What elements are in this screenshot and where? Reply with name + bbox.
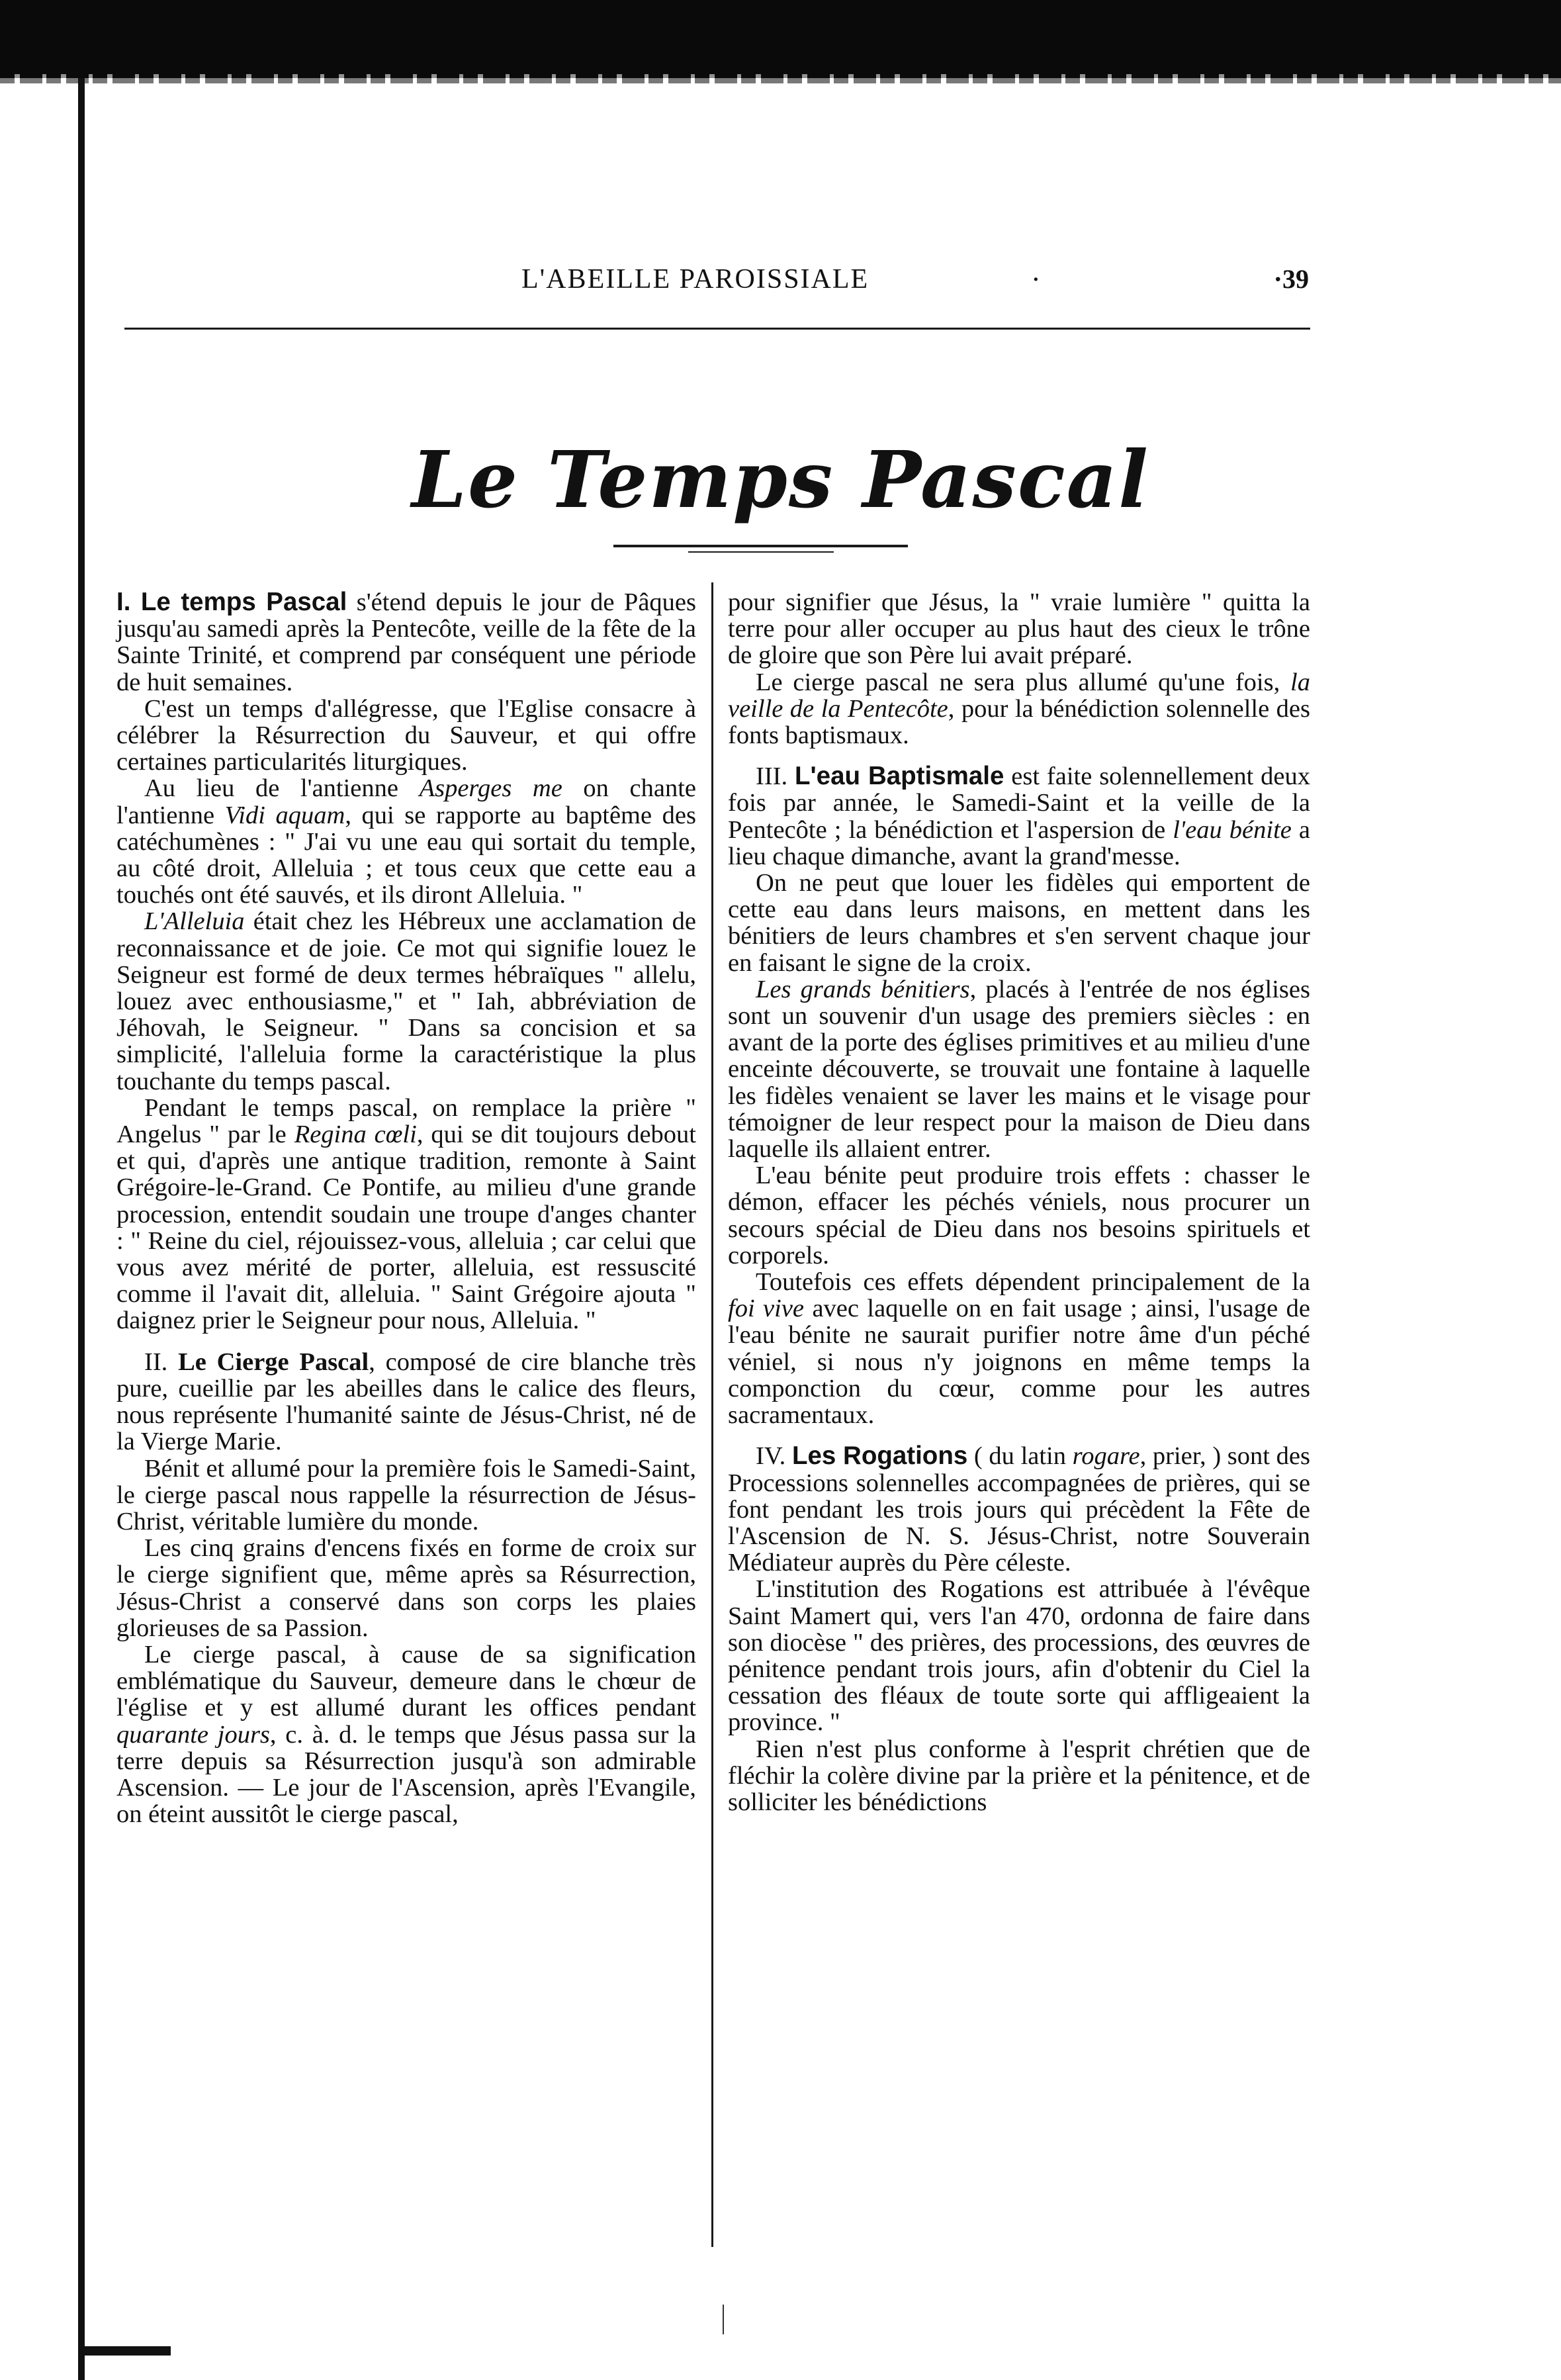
scan-border-edge: [0, 74, 1561, 83]
paragraph-alleluia: [116, 908, 696, 1094]
running-head: [85, 263, 1309, 303]
section-number: II.: [144, 1348, 179, 1376]
journal-title: L'ABEILLE PAROISSIALE: [521, 264, 870, 295]
paragraph: Rien n'est plus conforme à l'esprit chrétien que de fléchir la colère divine par la prière et la pénitence, et de solliciter les bénédictions: [728, 1735, 1310, 1816]
text: , placés à l'entrée de nos églises sont un souvenir d'un usage des premiers siècles : en avant de la porte des églises primitives et au milieu d'une enceinte découverte, se trouvait une fontaine à laquelle les fidèles venaient se laver les mains et le visage pour témoigner de leur respect pour la maison de Dieu dans laquelle ils allaient entrer.: [728, 975, 1310, 1164]
text: , prier, ) sont des Processions solennelles accompagnées de prières, qui se font pendant les trois jours qui précèdent la Fête de l'Ascension de N. S. Jésus-Christ, notre Souverain Médiateur auprès du Père céleste.: [728, 1442, 1310, 1577]
paragraph-temps-pascal: [116, 589, 696, 696]
paragraph: On ne peut que louer les fidèles qui emportent de cette eau dans leurs maisons, en mettent dans les bénitiers de leurs chambres et s'en servent chaque jour en faisant le signe de la croix.: [728, 869, 1310, 977]
section-heading-1: I. Le temps Pascal: [116, 588, 347, 616]
text: , c. à. d. le temps que Jésus passa sur la terre depuis sa Résurrection jusqu'à son admirable Ascension. — Le jour de l'Ascension, après l'Evangile, on éteint aussitôt le cierge pascal,: [116, 1720, 697, 1829]
paragraph-antienne: [116, 775, 696, 908]
column-divider: [711, 582, 713, 2247]
italic-term: Les grands bénitiers: [756, 975, 970, 1003]
paragraph-continued: pour signifier que Jésus, la " vraie lumière " quitta la terre pour aller occuper au plus haut des cieux le trône de gloire que son Père lui avait préparé.: [728, 588, 1310, 670]
section-heading-4: Les Rogations: [791, 1442, 968, 1471]
paragraph: C'est un temps d'allégresse, que l'Eglise consacre à célébrer la Résurrection du Sauveur, et qui offre certaines particularités liturgiques.: [116, 694, 696, 776]
title-underline-short: [688, 551, 834, 553]
paragraph-regina: [116, 1095, 696, 1334]
text: est faite solennellement deux fois par année, le Samedi-Saint et la veille de la Pentecôte ; la bénédiction et l'aspersion de: [728, 762, 1310, 844]
paragraph-benitiers: [728, 976, 1310, 1162]
italic-term: foi vive: [728, 1295, 805, 1323]
text: Le cierge pascal ne sera plus allumé qu'une fois,: [756, 668, 1291, 696]
paragraph: Bénit et allumé pour la première fois le Samedi-Saint, le cierge pascal nous rappelle la résurrection de Jésus-Christ, véritable lumière du monde.: [116, 1454, 696, 1535]
text: Au lieu de l'antienne: [144, 774, 420, 803]
left-column: [116, 589, 696, 1827]
section-heading-2: Le Cierge Pascal: [178, 1348, 369, 1376]
italic-term: l'eau bénite: [1173, 815, 1292, 844]
text: , qui se dit toujours debout et qui, d'après une antique tradition, remonte à Saint Grégoire-le-Grand. Ce Pontife, au milieu d'une grande procession, entendit soudain une troupe d'anges chanter : " Reine du ciel, réjouissez-vous, alleluia ; car celui que vous avez mérité de porter, alleluia, est ressuscité comme il l'avait dit, alleluia. " Saint Grégoire ajouta " daignez prier le Seigneur pour nous, Alleluia. ": [116, 1121, 696, 1335]
text: Pendant le temps pascal, on remplace la prière " Angelus " par le: [116, 1093, 696, 1149]
text: , composé de cire blanche très pure, cueillie par les abeilles dans le calice des fleurs, nous représente l'humanité sainte de Jésus-Christ, né de la Vierge Marie.: [116, 1348, 696, 1456]
paragraph-eau-baptismale: [728, 763, 1310, 870]
paragraph: Les cinq grains d'encens fixés en forme de croix sur le cierge signifient que, même après sa Résurrection, Jésus-Christ a conservé dans son corps les plaies glorieuses de sa Passion.: [116, 1534, 696, 1642]
header-rule: [124, 328, 1310, 330]
latin-term: Vidi aquam: [224, 801, 345, 829]
title-underline: [613, 545, 908, 547]
paragraph: L'institution des Rogations est attribuée à l'évêque Saint Mamert qui, vers l'an 470, ordonna de faire dans son diocèse " des prières, des processions, des œuvres de pénitence pendant trois jours, afin d'obtenir du Ciel la cessation des fléaux de toute sorte qui affligeaient la province. ": [728, 1575, 1310, 1737]
latin-term: Regina cœli: [294, 1121, 417, 1149]
text: on chante l'antienne: [116, 774, 696, 829]
paragraph-rogations: [728, 1443, 1310, 1576]
text: était chez les Hébreux une acclamation de reconnaissance et de joie. Ce mot qui signifie louez le Seigneur est formé de deux termes hébraïques " allelu, louez avec enthousiasme," et " Iah, abbréviation de Jéhovah, le Seigneur. " Dans sa concision et sa simplicité, l'alleluia forme la caractéristique la plus touchante du temps pascal.: [116, 907, 696, 1095]
paragraph-quarante-jours: [116, 1641, 696, 1827]
italic-term: quarante jours: [116, 1720, 270, 1749]
text: a lieu chaque dimanche, avant la grand'messe.: [728, 815, 1310, 870]
article-title: Le Temps Pascal: [412, 434, 1149, 526]
section-number: IV.: [756, 1442, 792, 1471]
paragraph-foi-vive: [728, 1269, 1310, 1428]
latin-term: Asperges me: [419, 774, 562, 803]
paragraph-text: s'étend depuis le jour de Pâques jusqu'au samedi après la Pentecôte, veille de la fête de la Sainte Trinité, et comprend par conséquent une période de huit semaines.: [116, 588, 696, 696]
text: Toutefois ces effets dépendent principalement de la: [756, 1268, 1310, 1297]
running-head-dot: ·: [1032, 265, 1040, 295]
scan-border-bottom-mark: [78, 2346, 171, 2356]
italic-term: L'Alleluia: [144, 907, 245, 936]
column-divider-end: [723, 2305, 724, 2334]
page-number: ·39: [1273, 264, 1309, 294]
paragraph-pentecote: [728, 669, 1310, 749]
text: , pour la bénédiction solennelle des fonts baptismaux.: [728, 694, 1310, 750]
italic-term: la veille de la Pentecôte: [728, 668, 1310, 723]
text: , qui se rapporte au baptême des catéchumènes : " J'ai vu une eau qui sortait du temple, au côté droit, Alleluia ; et tous ceux que cette eau a touchés ont été sauvés, et ils diront Alleluia. ": [116, 801, 696, 909]
scan-border-top: [0, 0, 1561, 78]
scan-border-left: [78, 78, 85, 2380]
text: ( du latin: [967, 1442, 1073, 1471]
latin-term: rogare: [1072, 1442, 1140, 1471]
section-number: III.: [756, 762, 795, 791]
section-heading-3: L'eau Baptismale: [794, 762, 1004, 791]
paragraph: L'eau bénite peut produire trois effets : chasser le démon, effacer les péchés véniels, nous procurer un secours spécial de Dieu dans nos besoins spirituels et corporels.: [728, 1162, 1310, 1269]
right-column: [728, 589, 1310, 1815]
paragraph-cierge-pascal: [116, 1349, 696, 1455]
text: avec laquelle on en fait usage ; ainsi, l'usage de l'eau bénite ne saurait purifier notre âme d'un péché véniel, si nous n'y joignons en même temps la componction du cœur, comme pour les autres sacramentaux.: [728, 1295, 1310, 1430]
text: Le cierge pascal, à cause de sa signification emblématique du Sauveur, demeure dans le chœur de l'église et y est allumé durant les offices pendant: [116, 1640, 696, 1722]
